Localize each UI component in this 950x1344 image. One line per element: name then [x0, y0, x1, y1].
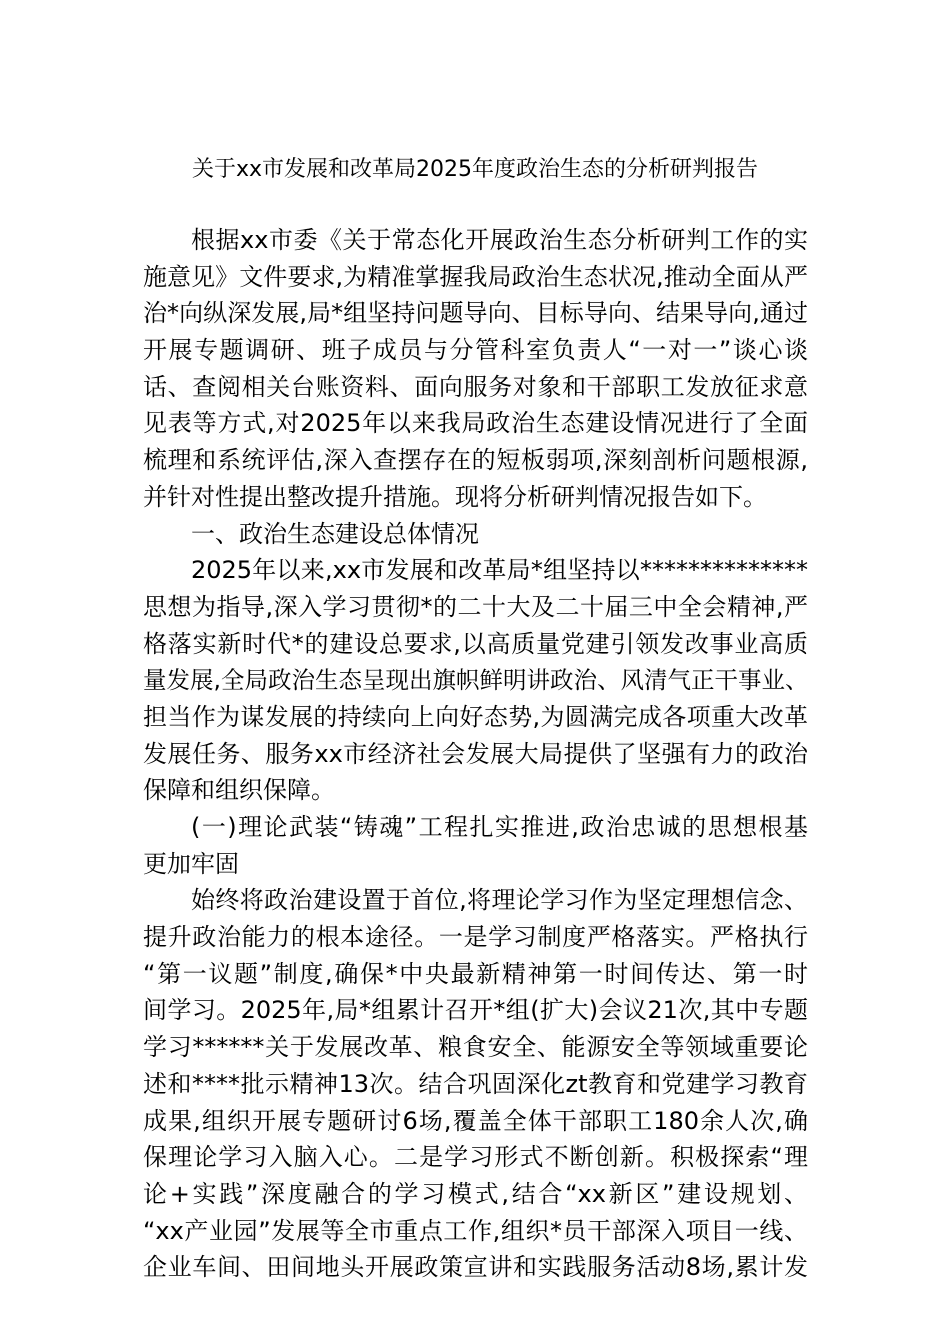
paragraph-line: 述和****批示精神13次。结合巩固深化zt教育和党建学习教育 — [143, 1069, 808, 1098]
paragraph-line: 治*向纵深发展,局*组坚持问题导向、目标导向、结果导向,通过 — [143, 299, 808, 328]
paragraph-line: 见表等方式,对2025年以来我局政治生态建设情况进行了全面 — [143, 409, 808, 438]
paragraph-line: 间学习。2025年,局*组累计召开*组(扩大)会议21次,其中专题 — [143, 996, 808, 1025]
paragraph-line: 根据xx市委《关于常态化开展政治生态分析研判工作的实 — [191, 226, 808, 254]
paragraph-line: 提升政治能力的根本途径。一是学习制度严格落实。严格执行 — [143, 923, 808, 952]
paragraph-line: 成果,组织开展专题研讨6场,覆盖全体干部职工180余人次,确 — [143, 1106, 808, 1135]
paragraph-line: 保障和组织保障。 — [143, 776, 335, 805]
paragraph-line: 更加牢固 — [143, 849, 239, 878]
document-body — [143, 222, 808, 1286]
paragraph-line: 思想为指导,深入学习贯彻*的二十大及二十届三中全会精神,严 — [143, 592, 808, 621]
paragraph-line: “第一议题”制度,确保*中央最新精神第一时间传达、第一时 — [143, 959, 808, 988]
paragraph-line: 始终将政治建设置于首位,将理论学习作为坚定理想信念、 — [191, 886, 808, 915]
paragraph-line: 梳理和系统评估,深入查摆存在的短板弱项,深刻剖析问题根源, — [143, 446, 808, 475]
paragraph-line: 开展专题调研、班子成员与分管科室负责人“一对一”谈心谈 — [143, 336, 808, 365]
paragraph-line: 格落实新时代*的建设总要求,以高质量党建引领发改事业高质 — [143, 629, 808, 658]
paragraph-line: 担当作为谋发展的持续向上向好态势,为圆满完成各项重大改革 — [143, 702, 808, 731]
document-title: 关于xx市发展和改革局2025年度政治生态的分析研判报告 — [191, 157, 759, 182]
paragraph-line: 量发展,全局政治生态呈现出旗帜鲜明讲政治、风清气正干事业、 — [143, 666, 809, 695]
paragraph-line: 发展任务、服务xx市经济社会发展大局提供了坚强有力的政治 — [143, 739, 808, 768]
paragraph-line: 2025年以来,xx市发展和改革局*组坚持以************** — [191, 556, 808, 585]
paragraph-line: 论+实践”深度融合的学习模式,结合“xx新区”建设规划、 — [143, 1179, 808, 1208]
paragraph-line: 一、政治生态建设总体情况 — [191, 519, 479, 548]
paragraph-line: 学习******关于发展改革、粮食安全、能源安全等领域重要论 — [143, 1033, 808, 1062]
paragraph-line: 话、查阅相关台账资料、面向服务对象和干部职工发放征求意 — [143, 372, 808, 401]
paragraph-line: 保理论学习入脑入心。二是学习形式不断创新。积极探索“理 — [143, 1143, 808, 1172]
paragraph-line: (一)理论武装“铸魂”工程扎实推进,政治忠诚的思想根基 — [191, 813, 808, 841]
paragraph-line: 并针对性提出整改提升措施。现将分析研判情况报告如下。 — [143, 482, 767, 511]
paragraph-line: 企业车间、田间地头开展政策宣讲和实践服务活动8场,累计发 — [143, 1253, 808, 1282]
paragraph-line: “xx产业园”发展等全市重点工作,组织*员干部深入项目一线、 — [143, 1216, 808, 1245]
paragraph-line: 施意见》文件要求,为精准掌握我局政治生态状况,推动全面从严 — [143, 262, 808, 291]
